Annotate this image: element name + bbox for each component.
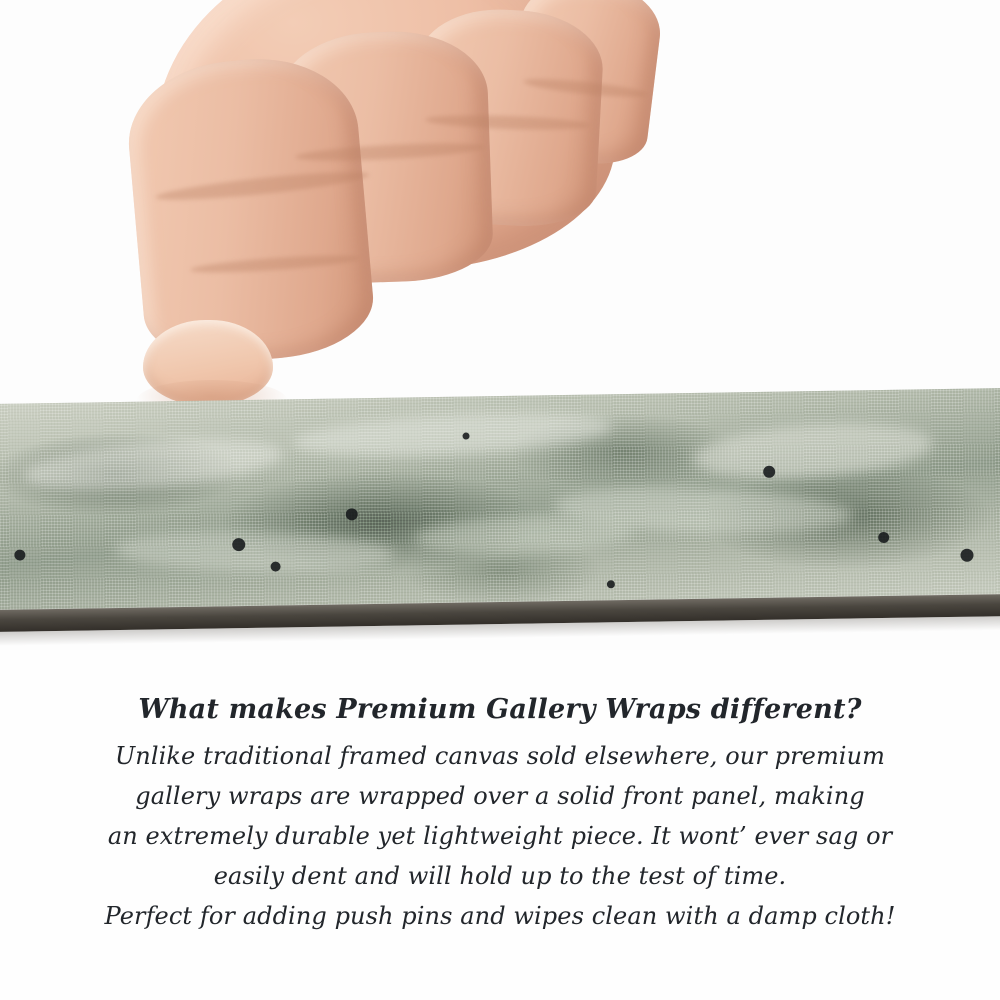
canvas-speck <box>232 538 245 551</box>
canvas-wrap-edge <box>0 388 1000 644</box>
copy-heading: What makes Premium Gallery Wraps different? <box>138 694 862 725</box>
copy-line-1: Unlike traditional framed canvas sold elsewhere, our premium <box>114 742 885 770</box>
copy-line-3: an extremely durable yet lightweight piece. It wont’ ever sag or <box>107 822 893 850</box>
copy-line-5: Perfect for adding push pins and wipes clean with a damp cloth! <box>104 902 896 930</box>
copy-line-4: easily dent and will hold up to the test of time. <box>213 862 787 890</box>
copy-line-2: gallery wraps are wrapped over a solid front panel, making <box>135 782 865 810</box>
canvas-speck <box>463 433 470 440</box>
canvas-weave-texture <box>0 388 1000 610</box>
hand-illustration <box>95 0 615 420</box>
canvas-speck <box>14 549 25 560</box>
canvas-speck <box>271 561 281 571</box>
canvas-speck <box>960 549 973 562</box>
canvas-speck <box>607 580 615 588</box>
canvas-speck <box>878 532 889 543</box>
marketing-copy <box>0 690 1000 936</box>
finger-index <box>122 51 377 370</box>
